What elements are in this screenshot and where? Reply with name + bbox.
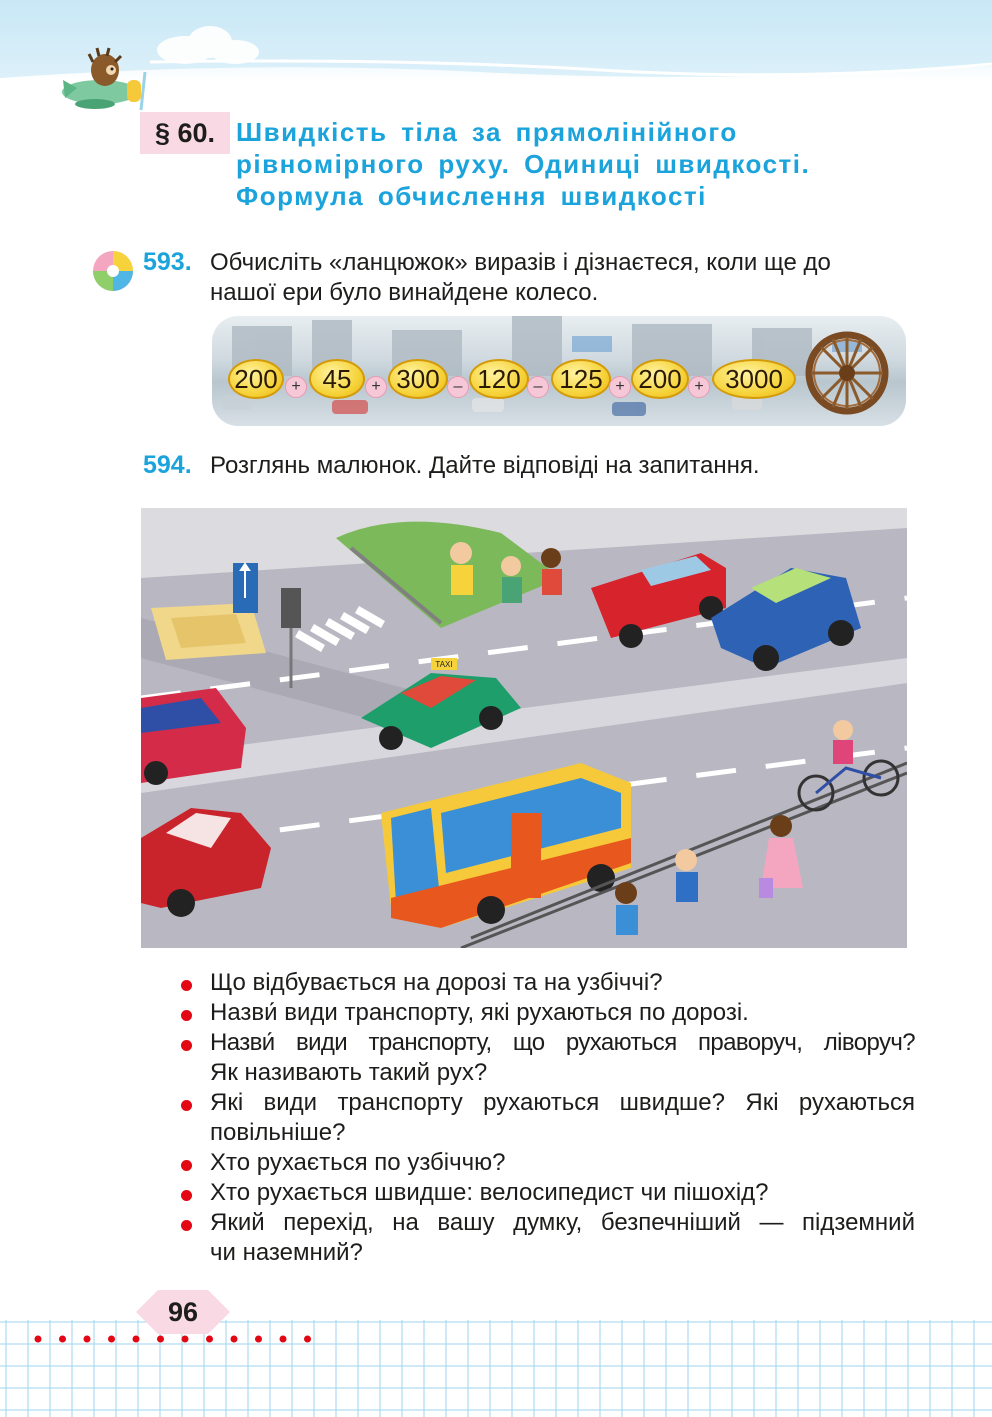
bullet-icon <box>181 1160 192 1171</box>
question-item <box>175 1088 915 1148</box>
question-list <box>175 968 915 1268</box>
task-593-number: 593. <box>143 248 192 276</box>
question-line: Хто рухається швидше: велосипедист чи пішохід? <box>210 1179 769 1206</box>
chain-operator: + <box>285 376 307 398</box>
task-594-text: Розглянь малюнок. Дайте відповіді на запитання. <box>210 452 760 479</box>
question-item <box>175 1148 915 1178</box>
bullet-icon <box>181 1040 192 1051</box>
chain-value: 45 <box>309 359 365 399</box>
chain-value: 200 <box>228 359 284 399</box>
chain-value: 3000 <box>712 359 796 399</box>
red-dots-decoration <box>30 1332 320 1346</box>
task-594-number: 594. <box>143 451 192 479</box>
page-number-text: 96 <box>167 1297 199 1327</box>
chain-operator: + <box>688 376 710 398</box>
question-line: Що відбувається на дорозі та на узбіччі? <box>210 969 663 996</box>
question-line: Як називають такий рух? <box>210 1059 488 1086</box>
question-line: Назви́ види транспорту, які рухаються по дорозі. <box>210 999 749 1026</box>
question-line: чи наземний? <box>210 1239 363 1266</box>
section-title-line: рівномірного руху. Одиниці швидкості. <box>236 149 811 179</box>
hedgehog-plane-icon <box>55 40 155 115</box>
question-item <box>175 1028 915 1088</box>
chain-value: 125 <box>551 359 611 399</box>
bullet-icon <box>181 1220 192 1231</box>
puzzle-task-icon <box>90 248 136 294</box>
page-number <box>136 1290 230 1334</box>
chain-value: 300 <box>388 359 448 399</box>
taxi-sign: TAXI <box>435 660 453 669</box>
question-line: повільніше? <box>210 1119 346 1146</box>
question-item <box>175 968 915 998</box>
question-line: Хто рухається по узбіччю? <box>210 1149 506 1176</box>
section-number-badge: § 60. <box>140 112 230 154</box>
bullet-icon <box>181 1010 192 1021</box>
question-line: Назви́ види транспорту, що рухаються праворуч, ліворуч? <box>210 1029 915 1056</box>
chain-value: 120 <box>469 359 529 399</box>
bullet-icon <box>181 980 192 991</box>
question-item <box>175 998 915 1028</box>
task-593-text <box>210 248 910 308</box>
task-593-line: нашої ери було винайдене колесо. <box>210 279 599 306</box>
wooden-wheel-icon <box>804 330 890 416</box>
question-item <box>175 1178 915 1208</box>
task-593-line: Обчисліть «ланцюжок» виразів і дізнаєтеся, коли ще до <box>210 249 831 276</box>
chain-value: 200 <box>631 359 689 399</box>
chain-operator: – <box>447 376 469 398</box>
bullet-icon <box>181 1100 192 1111</box>
bullet-icon <box>181 1190 192 1201</box>
question-line: Які види транспорту рухаються швидше? Які рухаються <box>210 1089 915 1116</box>
question-line: Який перехід, на вашу думку, безпечніший — підземний <box>210 1209 915 1236</box>
question-item <box>175 1208 915 1268</box>
section-title <box>236 116 876 212</box>
section-title-line: Швидкість тіла за прямолінійного <box>236 117 738 147</box>
chain-operator: – <box>527 376 549 398</box>
chain-operator: + <box>609 376 631 398</box>
section-title-line: Формула обчислення швидкості <box>236 181 707 211</box>
road-traffic-illustration <box>141 508 907 948</box>
chain-operator: + <box>365 376 387 398</box>
